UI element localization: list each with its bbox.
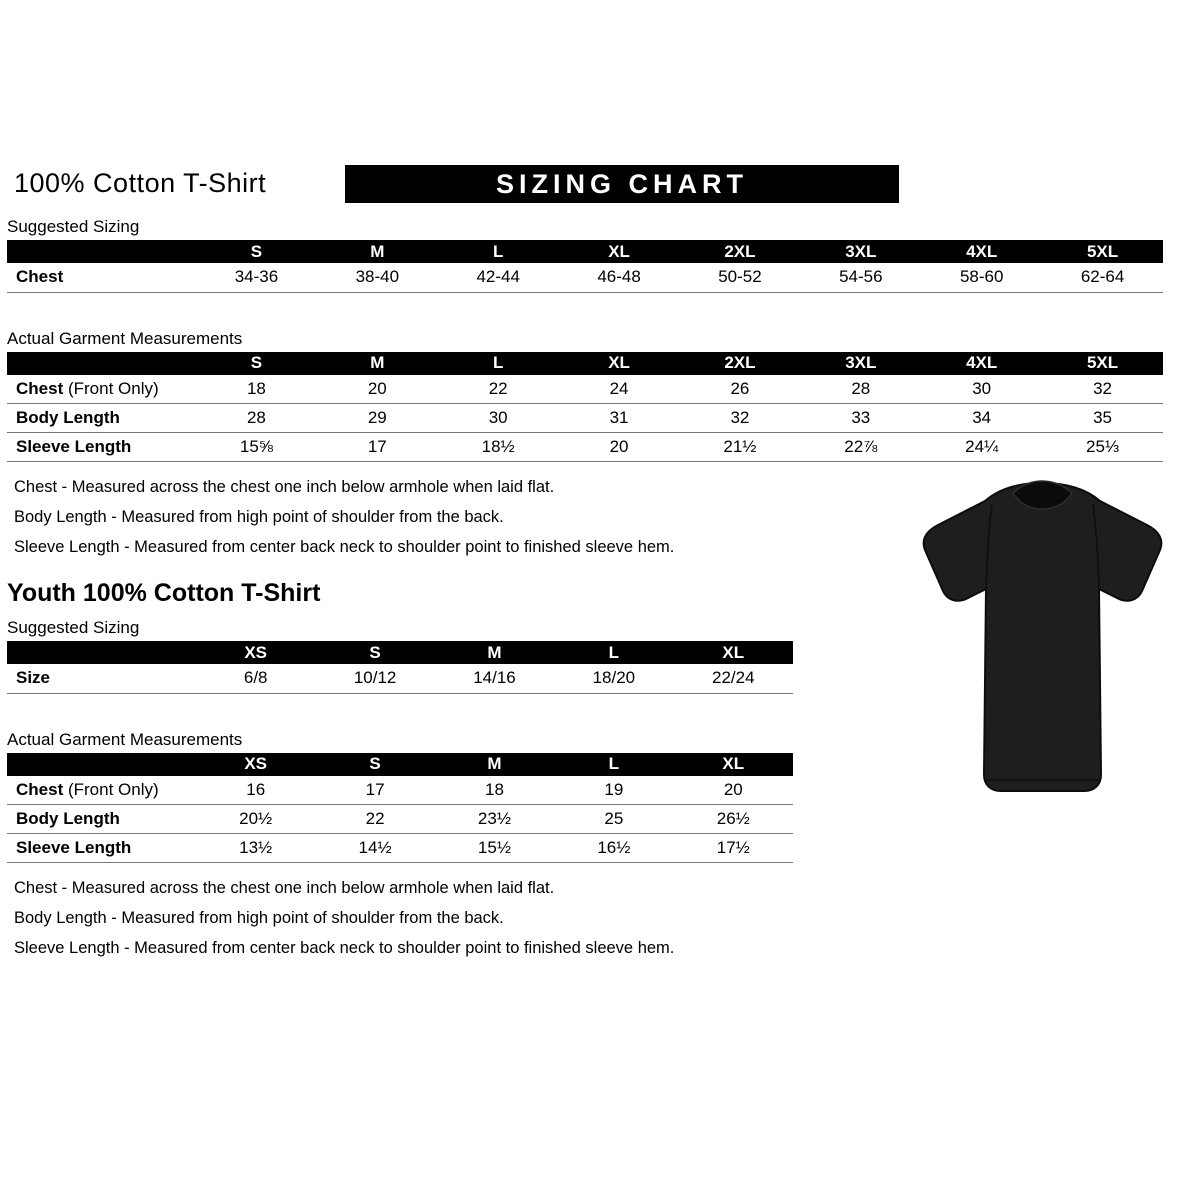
cell-value: 21½ [723, 437, 757, 456]
youth-section-title: Youth 100% Cotton T-Shirt [7, 579, 321, 607]
youth-suggested-sizing-label: Suggested Sizing [7, 618, 140, 637]
cell-value: 26 [730, 378, 750, 398]
size-column-header: XS [244, 642, 268, 662]
cell-value: 42-44 [476, 267, 520, 287]
cell-value: 46-48 [597, 267, 641, 287]
size-column-header: XL [722, 642, 745, 662]
cell-value: 32 [1093, 378, 1113, 398]
cell-value: 31 [609, 408, 629, 427]
cell-value: 15½ [477, 838, 512, 857]
size-column-header: XS [244, 754, 268, 773]
table-row [7, 664, 793, 693]
note-chest: Chest - Measured across the chest one inch below armhole when laid flat. [14, 879, 555, 897]
table-header-row [7, 753, 793, 776]
cell-value: 13½ [239, 838, 273, 857]
note-chest: Chest - Measured across the chest one inch below armhole when laid flat. [14, 478, 555, 496]
cell-value: 14/16 [473, 668, 516, 688]
cell-value: 26½ [716, 809, 750, 828]
cell-value: 32 [730, 408, 750, 427]
cell-value: 54-56 [839, 267, 883, 287]
table-row [7, 404, 1163, 433]
size-column-header: L [492, 241, 504, 261]
cell-value: 20½ [239, 809, 273, 828]
size-column-header: L [492, 353, 504, 372]
sizing-chart-banner-text: SIZING CHART [496, 168, 748, 199]
row-label-header [7, 352, 196, 375]
cell-value: 30 [972, 378, 992, 398]
youth-suggested-sizing-table [7, 641, 793, 694]
cell-value: 20 [723, 779, 743, 799]
adult-garment-measurements-table [7, 352, 1163, 463]
cell-value: 62-64 [1080, 267, 1125, 287]
cell-value: 22/24 [712, 668, 755, 688]
table-row [7, 805, 793, 834]
page-title: 100% Cotton T-Shirt [14, 168, 267, 198]
cell-value: 38-40 [355, 267, 400, 287]
table-header-row [7, 641, 793, 664]
cell-value: 30 [488, 408, 508, 427]
tshirt-body-shape [924, 483, 1162, 791]
cell-value: 25 [604, 809, 624, 828]
size-column-header: M [370, 353, 385, 372]
cell-value: 22 [365, 809, 385, 828]
note-body-length: Body Length - Measured from high point of shoulder from the back. [14, 909, 504, 927]
header-row [7, 165, 1165, 207]
row-label-header [7, 641, 196, 664]
table-row [7, 834, 793, 863]
size-column-header: L [608, 754, 620, 773]
cell-value: 50-52 [718, 267, 762, 287]
size-column-header: M [370, 241, 385, 261]
size-column-header: 4XL [966, 353, 998, 372]
table-row [7, 263, 1163, 292]
youth-garment-measurements-table [7, 753, 793, 864]
size-column-header: XL [722, 754, 745, 773]
cell-value: 35 [1093, 408, 1113, 427]
cell-value: 29 [367, 408, 387, 427]
table-row [7, 375, 1163, 404]
row-label: Size [16, 668, 51, 688]
size-column-header: M [487, 754, 502, 773]
note-sleeve-length: Sleeve Length - Measured from center back neck to shoulder point to finished sleeve hem. [14, 538, 675, 556]
cell-value: 16½ [597, 838, 631, 857]
size-column-header: XL [608, 241, 630, 261]
cell-value: 18 [485, 779, 504, 799]
size-column-header: S [250, 241, 263, 261]
cell-value: 17½ [716, 838, 750, 857]
cell-value: 33 [851, 408, 871, 427]
cell-value: 25⅓ [1086, 437, 1120, 456]
cell-value: 23½ [477, 809, 512, 828]
black-tshirt-product-image [895, 477, 1190, 817]
size-column-header: 2XL [724, 353, 756, 372]
size-column-header: 3XL [845, 241, 877, 261]
adult-actual-measurements-label: Actual Garment Measurements [7, 328, 243, 348]
cell-value: 20 [609, 437, 629, 456]
row-label: Body Length [16, 408, 120, 427]
youth-measurement-notes [7, 879, 1165, 958]
row-label: Sleeve Length [16, 838, 132, 857]
cell-value: 24¼ [965, 437, 999, 456]
youth-actual-measurements-label: Actual Garment Measurements [7, 729, 243, 749]
cell-value: 16 [246, 779, 266, 799]
size-column-header: 5XL [1086, 353, 1119, 372]
row-label: Chest [16, 267, 64, 287]
cell-value: 34 [972, 408, 992, 427]
sizing-chart-banner [345, 165, 899, 203]
cell-value: 19 [604, 779, 624, 799]
size-column-header: 3XL [845, 353, 877, 372]
cell-value: 22⅞ [844, 437, 878, 456]
cell-value: 18½ [481, 437, 515, 456]
cell-value: 28 [246, 408, 266, 427]
table-row [7, 433, 1163, 462]
cell-value: 17 [365, 779, 385, 799]
size-column-header: 2XL [724, 241, 756, 261]
row-label: Sleeve Length [16, 437, 132, 456]
table-header-row [7, 352, 1163, 375]
size-column-header: L [608, 642, 620, 662]
cell-value: 14½ [358, 838, 392, 857]
size-column-header: S [369, 754, 381, 773]
row-label: Body Length [16, 809, 120, 828]
size-column-header: 4XL [966, 241, 998, 261]
adult-suggested-sizing-label: Suggested Sizing [7, 217, 140, 236]
cell-value: 58-60 [959, 267, 1004, 287]
size-column-header: M [487, 642, 502, 662]
cell-value: 18 [246, 378, 266, 398]
cell-value: 17 [367, 437, 387, 456]
row-label-header [7, 240, 196, 263]
cell-value: 28 [851, 378, 871, 398]
adult-suggested-sizing-table [7, 240, 1163, 293]
cell-value: 24 [609, 378, 629, 398]
note-body-length: Body Length - Measured from high point of shoulder from the back. [14, 508, 504, 526]
row-label: Chest (Front Only) [16, 378, 159, 398]
size-column-header: S [369, 642, 381, 662]
cell-value: 34-36 [234, 267, 279, 287]
row-label-header [7, 753, 196, 776]
cell-value: 18/20 [592, 668, 636, 688]
size-column-header: S [250, 353, 263, 372]
cell-value: 10/12 [353, 668, 397, 688]
row-label: Chest (Front Only) [16, 779, 159, 799]
size-column-header: XL [608, 353, 630, 372]
cell-value: 6/8 [243, 668, 268, 688]
cell-value: 20 [367, 378, 387, 398]
cell-value: 22 [488, 378, 508, 398]
note-sleeve-length: Sleeve Length - Measured from center back neck to shoulder point to finished sleeve hem. [14, 939, 675, 957]
table-header-row [7, 240, 1163, 263]
table-row [7, 776, 793, 805]
cell-value: 15⅝ [239, 437, 273, 456]
size-column-header: 5XL [1086, 241, 1119, 261]
